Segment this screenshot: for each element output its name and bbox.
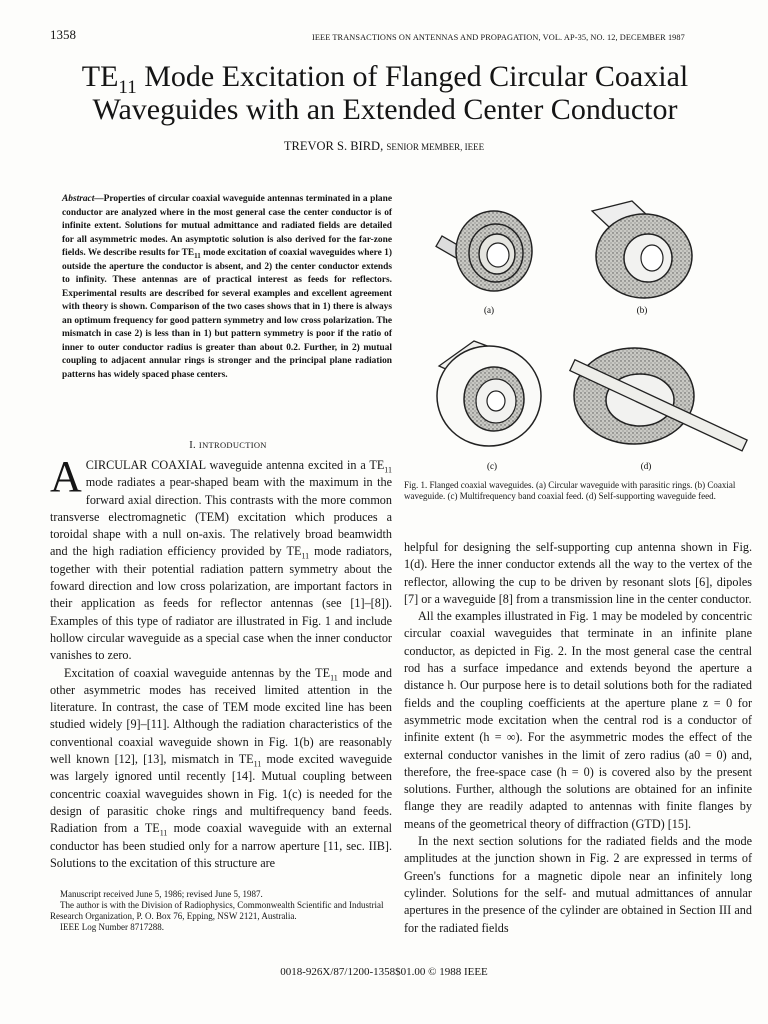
- body-left-column: [50, 452, 392, 872]
- paragraph: In the next section solutions for the radiated fields and the mode amplitudes at the junction shown in Fig. 2 are expressed in terms of Green's functions for a magnetic dipole near an infinitely long cylinder. Solutions for the self- and mutual admittances of annular apertures in the presence of the cylinder are obtained in Section III and for the radiated fields: [404, 834, 752, 935]
- lead-text: CIRCULAR COAXIAL: [85, 458, 206, 472]
- drop-cap: A: [50, 452, 82, 501]
- sub: 11: [330, 673, 338, 682]
- paragraph: All the examples illustrated in Fig. 1 may be modeled by concentric circular coaxial waveguides that terminate in an infinite plane conductor, as depicted in Fig. 2. In the most general case the central rod has a surface impedance and extends beyond the aperture a distance h. Our purpose here is to detail solutions both for the radiated fields and the coupling coefficients at the aperture plane z = 0 for asymmetric mode excitation when the central rod is a conductor of infinite extent (h = ∞). For the asymmetric modes the effect of the external conductor vanishes in the limit of zero radius (a0 = 0) and, therefore, the free-space case (h = 0) is covered also by the present solutions. Further, although the solutions are obtained for an infinite flange they are readily adapted to antennas with finite flanges by means of the geometrical theory of diffraction (GTD) [15].: [404, 609, 752, 831]
- figure-1b-drawing: [592, 201, 692, 298]
- text: mode and other asymmetric modes has received limited attention in the literature. In contrast, the case of TEM mode excited line has been studied widely [9]–[11]. Although the radiation characteristics of the conventional coaxial waveguide shown in Fig. 1(b) are reasonably well known [12], [13], mismatch in TE: [50, 665, 392, 767]
- figure-1d-drawing: [570, 348, 747, 451]
- abstract-sub: 11: [194, 251, 201, 260]
- text: waveguide antenna excited in a TE: [205, 458, 385, 472]
- text: mode radiators, together with their potential radiation pattern symmetry about the foward direction and low cross polarization, are important factors in their application as feeds for reflector antennas (see [1]–[8]). Examples of this type of radiator are illustrated in Fig. 1 and include hollow circular waveguide as a special case when the inner conductor vanishes to zero.: [50, 544, 392, 663]
- sub: 11: [384, 465, 392, 475]
- paragraph: [50, 665, 392, 873]
- footnote-log: IEEE Log Number 8717288.: [60, 922, 164, 932]
- paragraph: [50, 452, 392, 665]
- journal-header: IEEE TRANSACTIONS ON ANTENNAS AND PROPAGATION, VOL. AP-35, NO. 12, DECEMBER 1987: [312, 33, 685, 42]
- figure-1: [404, 196, 754, 476]
- title-line2: Waveguides with an Extended Center Conductor: [92, 93, 678, 126]
- figure-label-b: (b): [636, 305, 648, 315]
- figure-caption: Fig. 1. Flanged coaxial waveguides. (a) Circular waveguide with parasitic rings. (b) Coaxial waveguide. (c) Multifrequency band coaxial feed. (d) Self-supporting waveguide feed.: [404, 480, 736, 501]
- figure-1c-drawing: [437, 341, 541, 446]
- page-number: 1358: [50, 27, 76, 42]
- author-line: [0, 139, 768, 154]
- title-line1: Mode Excitation of Flanged Circular Coaxial: [136, 60, 689, 93]
- footnote: [50, 889, 392, 933]
- text: mode coaxial waveguide with an external conductor has been studied only for a narrow aperture [11, sec. IIB]. Solutions to the excitation of this structure are: [50, 821, 392, 870]
- footnote-affiliation: The author is with the Division of Radiophysics, Commonwealth Scientific and Industrial Research Organization, P. O. Box 76, Epping, NSW 2121, Australia.: [50, 900, 384, 921]
- copyright-line: 0018-926X/87/1200-1358$01.00 © 1988 IEEE: [280, 966, 488, 978]
- section-heading: [56, 440, 400, 451]
- sub: 11: [159, 828, 168, 838]
- figure-label-a: (a): [484, 305, 494, 315]
- paragraph: helpful for designing the self-supporting cup antenna shown in Fig. 1(d). Here the inner conductor extends all the way to the vertex of the reflector, allowing the cup to be driven by resonant slots [6], dipoles [7] or a waveguide [8] from a transmission line in the center conductor.: [404, 540, 752, 606]
- text: Excitation of coaxial waveguide antennas by the TE: [64, 665, 331, 680]
- author-name: TREVOR S. BIRD,: [283, 139, 384, 153]
- text: mode excited waveguide was largely ignored until recently [14]. Mutual coupling between concentric coaxial waveguides shown in Fig. 1(c) is needed for the design of parasitic choke rings and multifrequency band feeds. Radiation from a TE: [50, 752, 392, 836]
- footnote-received: Manuscript received June 5, 1986; revised June 5, 1987.: [60, 889, 263, 899]
- paper-title: [40, 60, 730, 126]
- figure-label-c: (c): [487, 461, 497, 471]
- section-title-rest: INTRODUCTION: [198, 440, 267, 450]
- author-membership: SENIOR MEMBER, IEEE: [386, 142, 485, 152]
- sub: 11: [301, 551, 310, 561]
- abstract-text-2: mode excitation of coaxial waveguides where 1) outside the aperture the conductor is absent, and 2) the center conductor extends to infinity. These antennas are of practical interest as feeds for reflectors. Experimental results are described for several examples and excellent agreement with theory is shown. Comparison of the two cases shows that in 1) there is always an optimum frequency for good pattern symmetry and low cross polarization. The mismatch in case 2) is less than in 1) but pattern symmetry is poor if the ratio of inner to outer conductor radius is greater than about 0.2. Further, in 2) mutual coupling to adjacent annular rings is stronger and the principal plane radiation patterns has widely spaced phase centers.: [62, 248, 392, 380]
- sub: 11: [253, 759, 262, 769]
- figure-label-d: (d): [640, 461, 652, 471]
- text: mode radiates a pear-shaped beam with the maximum in the forward axial direction. This contrasts with the more common transverse electromagnetic (TEM) excitation which produces a toroidal shape with a null on-axis. The relatively broad beamwidth and the high radiation efficiency provided by TE: [50, 475, 392, 559]
- section-number: I.: [189, 440, 196, 451]
- figure-1a-drawing: [436, 211, 532, 291]
- title-te: TE: [81, 60, 119, 93]
- title-sub: 11: [118, 77, 137, 98]
- abstract-text-1: —Properties of circular coaxial waveguide antennas terminated in a plane conductor are analyzed where in the most general case the center conductor is of infinite extent. Solutions for mutual admittance and radiated fields are detailed for all asymmetric modes. An asymptotic solution is also derived for the far-zone fields. We describe results for TE: [62, 194, 392, 258]
- abstract: [62, 193, 392, 382]
- abstract-label: Abstract: [62, 194, 95, 204]
- body-right-column: [404, 539, 752, 937]
